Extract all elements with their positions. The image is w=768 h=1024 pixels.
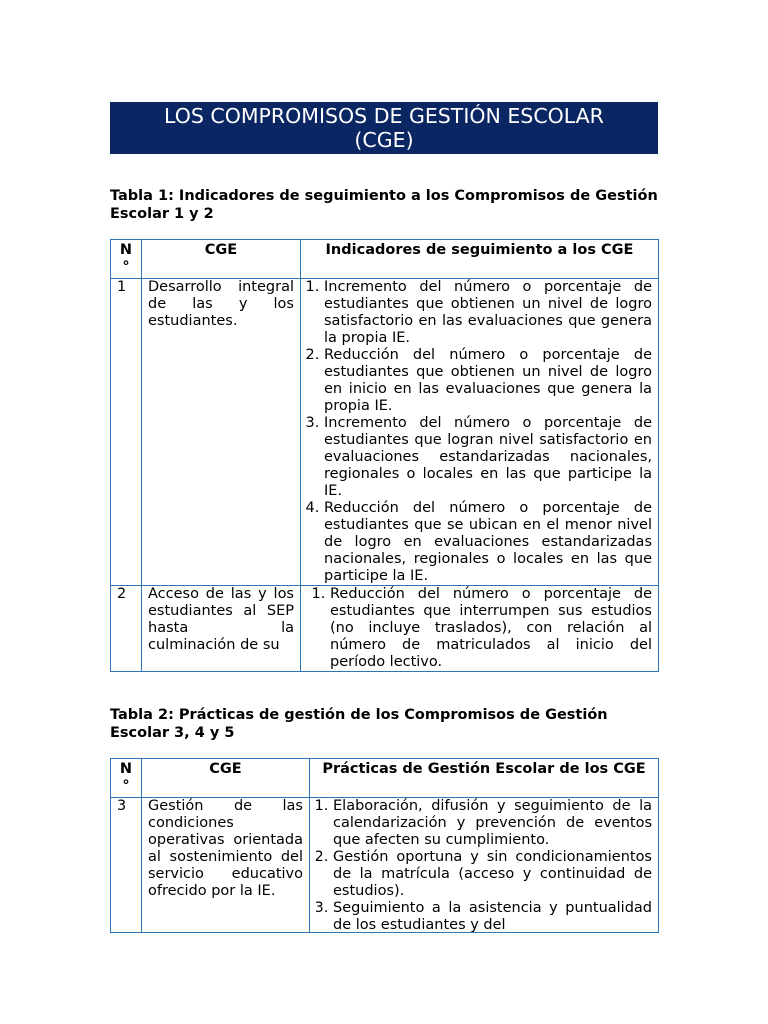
table1-header-num — [111, 240, 142, 279]
list-item: 1. Incremento del número o porcentaje de estudiantes que obtienen un nivel de logro satisfactorio en las evaluaciones que genera la propia IE. — [324, 279, 652, 347]
list-item: 1. Reducción del número o porcentaje de estudiantes que interrumpen sus estudios (no incluye traslados), con relación al número de matriculados al inicio del período lectivo. — [330, 586, 652, 671]
table1-caption: Tabla 1: Indicadores de seguimiento a los Compromisos de Gestión Escolar 1 y 2 — [110, 188, 658, 222]
practice-list-cell — [310, 798, 659, 933]
list-item: 3. Incremento del número o porcentaje de estudiantes que logran nivel satisfactorio en evaluaciones estandarizadas nacionales, regionales o locales en las que participe la IE. — [324, 415, 652, 500]
indicator-list — [307, 586, 652, 671]
table2-caption: Tabla 2: Prácticas de gestión de los Compromisos de Gestión Escolar 3, 4 y 5 — [110, 707, 608, 741]
table2-header-practices: Prácticas de Gestión Escolar de los CGE — [310, 759, 659, 798]
row-number: 3 — [111, 798, 142, 933]
header-num-line2: ° — [122, 778, 130, 794]
cge-name: Gestión de las condiciones operativas orientada al sostenimiento del servicio educativo ofrecido por la IE. — [142, 798, 310, 933]
table1-header-cge: CGE — [142, 240, 301, 279]
cge-name-cell — [142, 586, 301, 672]
header-num-line2: ° — [122, 259, 130, 275]
table-row — [111, 279, 659, 586]
cge-name: Acceso de las y los estudiantes al SEP hasta la culminación de su — [148, 586, 294, 653]
table2-header-cge: CGE — [142, 759, 310, 798]
list-item: 2. Reducción del número o porcentaje de estudiantes que obtienen un nivel de logro en inicio en las evaluaciones que genera la propia IE. — [324, 347, 652, 415]
table2-header-row — [111, 759, 659, 798]
indicator-list — [307, 279, 652, 585]
header-num-line1: N — [119, 242, 133, 258]
list-item: 2. Gestión oportuna y sin condicionamientos de la matrícula (acceso y continuidad de estudios). — [333, 849, 652, 900]
list-item: 1. Elaboración, difusión y seguimiento de la calendarización y prevención de eventos que afecten su cumplimiento. — [333, 798, 652, 849]
document-title-line2: (CGE) — [354, 128, 414, 152]
table1-header-indicators: Indicadores de seguimiento a los CGE — [301, 240, 659, 279]
cge-name: Desarrollo integral de las y los estudiantes. — [142, 279, 301, 586]
list-item: 3. Seguimiento a la asistencia y puntualidad de los estudiantes y del — [333, 900, 652, 932]
table-row — [111, 586, 659, 672]
list-item: 4. Reducción del número o porcentaje de estudiantes que se ubican en el menor nivel de logro en evaluaciones estandarizadas nacionales, regionales o locales en las que participe la IE. — [324, 500, 652, 585]
table1 — [110, 239, 659, 672]
practice-list — [316, 798, 652, 932]
document-title-line1: LOS COMPROMISOS DE GESTIÓN ESCOLAR — [164, 104, 604, 128]
document-title-banner — [110, 102, 658, 154]
row-number: 1 — [111, 279, 142, 586]
indicator-list-cell — [301, 279, 659, 586]
table-row — [111, 798, 659, 933]
table1-header-row — [111, 240, 659, 279]
table2-header-num — [111, 759, 142, 798]
practice-list-clip — [316, 798, 652, 932]
row-number: 2 — [111, 586, 142, 672]
indicator-list-cell — [301, 586, 659, 672]
header-num-line1: N — [119, 761, 133, 777]
table2 — [110, 758, 659, 933]
